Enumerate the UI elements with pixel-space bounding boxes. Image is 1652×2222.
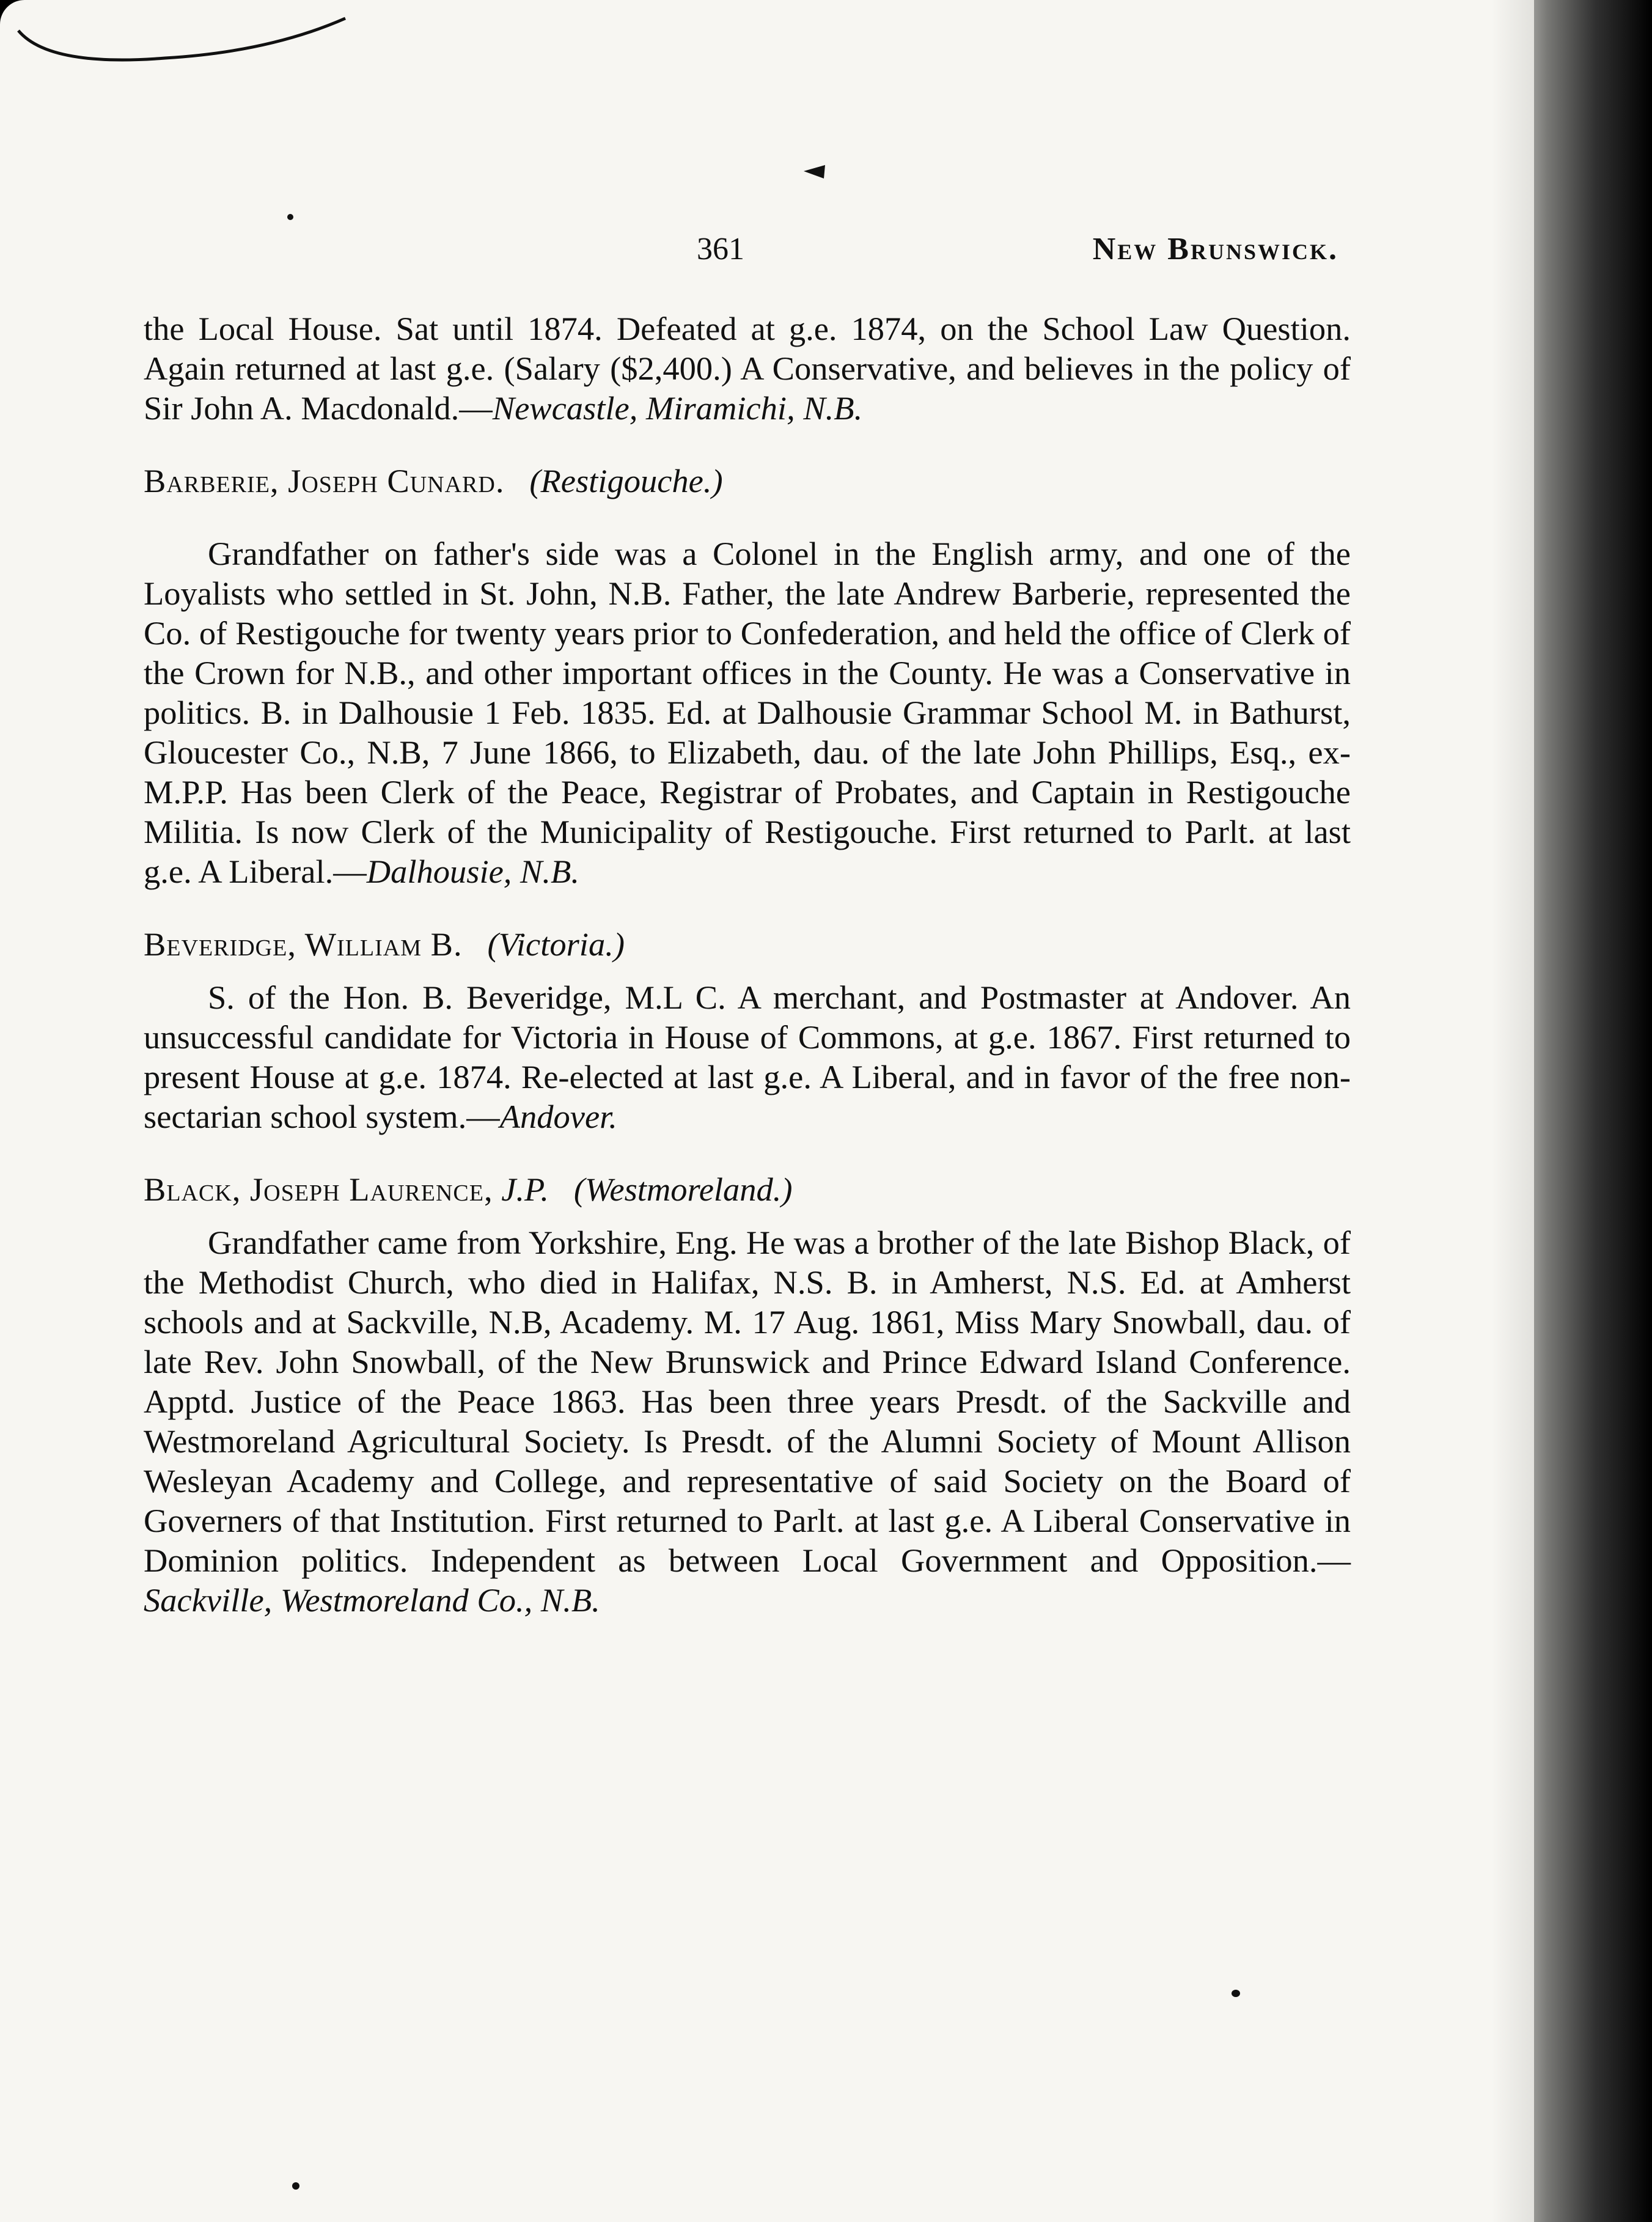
entry-heading	[144, 461, 1351, 501]
arrowhead-mark	[801, 160, 837, 185]
page-edge-shadow	[1491, 0, 1652, 2222]
continued-entry	[144, 309, 1351, 428]
member-entry	[144, 924, 1351, 1136]
member-riding: (Restigouche.)	[529, 462, 723, 499]
entry-text: Grandfather on father's side was a Colonel in the English army, and one of the Loyalists who settled in St. John, N.B. Father, the late Andrew Barberie, represented the Co. of Restigouche for twenty years prior to Confederation, and held the office of Clerk of the Crown for N.B., and other important offices in the County. He was a Conservative in politics. B. in Dalhousie 1 Feb. 1835. Ed. at Dalhousie Grammar School M. in Bathurst, Gloucester Co., N.B, 7 June 1866, to Elizabeth, dau. of the late John Phillips, Esq., ex-M.P.P. Has been Clerk of the Peace, Registrar of Probates, and Captain in Restigouche Militia. Is now Clerk of the Municipality of Restigouche. First returned to Parlt. at last g.e. A Liberal.—	[144, 535, 1351, 890]
speck-mark	[1232, 1990, 1240, 1997]
entry-text: Grandfather came from Yorkshire, Eng. He was a brother of the late Bishop Black, of the Methodist Church, who died in Halifax, N.S. B. in Amherst, N.S. Ed. at Amherst schools and at Sackville, N.B, Academy. M. 17 Aug. 1861, Miss Mary Snowball, dau. of late Rev. John Snowball, of the New Brunswick and Prince Edward Island Conference. Apptd. Justice of the Peace 1863. Has been three years Presdt. of the Sackville and Westmoreland Agricultural Society. Is Presdt. of the Alumni Society of Mount Allison Wesleyan Academy and College, and representative of said Society on the Board of Governers of that Institution. First returned to Parlt. at last g.e. A Liberal Conservative in Dominion politics. Independent as between Local Government and Opposition.—	[144, 1224, 1351, 1579]
member-entry	[144, 461, 1351, 891]
member-name: Barberie, Joseph Cunard.	[144, 462, 505, 499]
running-title: New Brunswick.	[1092, 232, 1338, 267]
page-header	[144, 231, 1338, 280]
entry-heading	[144, 924, 1351, 964]
entry-place: Andover.	[499, 1098, 617, 1135]
page-number: 361	[697, 232, 744, 267]
entry-place: Sackville, Westmoreland Co., N.B.	[144, 1581, 600, 1619]
entry-heading	[144, 1169, 1351, 1209]
entry-paragraph	[144, 977, 1351, 1136]
entry-paragraph	[144, 309, 1351, 428]
member-name: Black, Joseph Laurence,	[144, 1171, 493, 1208]
speck-mark	[292, 2182, 299, 2190]
page-body	[144, 309, 1351, 1653]
entry-text: the Local House. Sat until 1874. Defeated at g.e. 1874, on the School Law Question. Again returned at last g.e. (Salary ($2,400.) A Conservative, and believes in the policy of Sir John A. Macdonald.—	[144, 310, 1351, 427]
member-title: J.P.	[501, 1171, 549, 1208]
page-corner-curl-mark	[12, 0, 354, 67]
entry-text: S. of the Hon. B. Beveridge, M.L C. A merchant, and Postmaster at Andover. An unsuccessful candidate for Victoria in House of Commons, at g.e. 1867. First returned to present House at g.e. 1874. Re-elected at last g.e. A Liberal, and in favor of the free non-sectarian school system.—	[144, 979, 1351, 1135]
entry-paragraph	[144, 1223, 1351, 1620]
entry-place: Newcastle, Miramichi, N.B.	[492, 389, 863, 427]
speck-mark	[287, 214, 293, 220]
entry-paragraph	[144, 534, 1351, 891]
member-entry	[144, 1169, 1351, 1620]
member-riding: (Victoria.)	[487, 925, 625, 963]
member-name: Beveridge, William B.	[144, 925, 463, 963]
entry-place: Dalhousie, N.B.	[366, 853, 579, 890]
member-riding: (Westmoreland.)	[573, 1171, 793, 1208]
